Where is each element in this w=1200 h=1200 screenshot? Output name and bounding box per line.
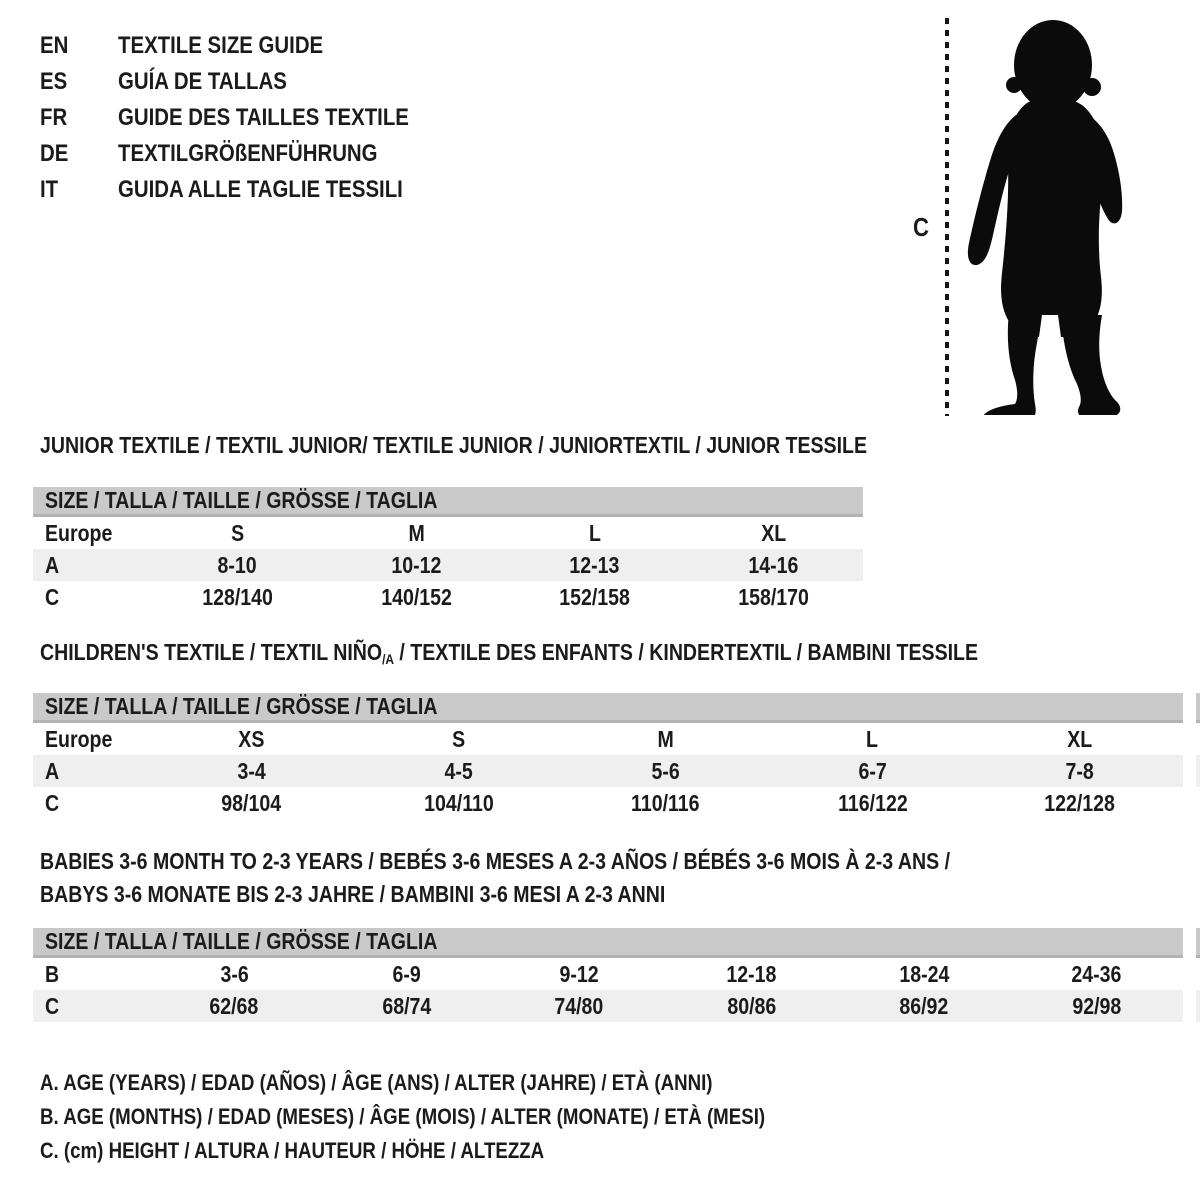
table-row: B 3-6 6-9 9-12 12-18 18-24 24-36 [45, 960, 1122, 987]
babies-size-header-bar: SIZE / TALLA / TAILLE / GRÖSSE / TAGLIA [33, 928, 1183, 958]
babies-size-table [33, 958, 1183, 1022]
language-title: TEXTILGRÖßENFÜHRUNG [118, 140, 378, 167]
language-code: EN [40, 32, 69, 59]
language-code: IT [40, 176, 59, 203]
junior-size-header-bar: SIZE / TALLA / TAILLE / GRÖSSE / TAGLIA [33, 487, 863, 517]
language-code: DE [40, 140, 69, 167]
footnotes [40, 1066, 893, 1168]
footnote-b: B. AGE (MONTHS) / EDAD (MESES) / ÂGE (MOIS) / ALTER (MONATE) / ETÀ (MESI) [40, 1104, 766, 1129]
toddler-silhouette-image [965, 15, 1140, 415]
babies-section-title: BABIES 3-6 MONTH TO 2-3 YEARS / BEBÉS 3-6 MESES A 2-3 AÑOS / BÉBÉS 3-6 MOIS À 2-3 ANS / BABYS 3-6 MONATE BIS 2-3 JAHRE / BAMBINI 3-6 MESI A 2-3 ANNI [40, 848, 951, 907]
height-dashed-line [945, 18, 949, 416]
table-row: C 128/140 140/152 152/158 158/170 [45, 583, 809, 610]
language-code: ES [40, 68, 68, 95]
junior-section-title: JUNIOR TEXTILE / TEXTIL JUNIOR/ TEXTILE JUNIOR / JUNIORTEXTIL / JUNIOR TESSILE [40, 432, 868, 458]
footnote-c: C. (cm) HEIGHT / ALTURA / HAUTEUR / HÖHE / ALTEZZA [40, 1138, 545, 1163]
footnote-a: A. AGE (YEARS) / EDAD (AÑOS) / ÂGE (ANS) / ALTER (JAHRE) / ETÀ (ANNI) [40, 1070, 713, 1095]
language-title: GUIDA ALLE TAGLIE TESSILI [118, 176, 403, 203]
table-edge-sliver [1196, 755, 1200, 787]
language-title: GUÍA DE TALLAS [118, 68, 287, 95]
table-edge-sliver [1196, 928, 1200, 958]
children-size-header-bar: SIZE / TALLA / TAILLE / GRÖSSE / TAGLIA [33, 693, 1183, 723]
junior-size-table [33, 517, 863, 613]
language-row-it [40, 172, 460, 208]
table-row: Europe S M L XL [45, 519, 787, 546]
language-row-fr [40, 100, 460, 136]
language-title: TEXTILE SIZE GUIDE [118, 32, 324, 59]
language-row-en [40, 28, 460, 64]
language-row-de [40, 136, 460, 172]
language-title-list [40, 28, 460, 208]
table-row: A 3-4 4-5 5-6 6-7 7-8 [33, 755, 1183, 787]
table-row: Europe XS S M L XL [45, 725, 1092, 752]
table-edge-sliver [1196, 693, 1200, 723]
language-code: FR [40, 104, 68, 131]
table-row: A 8-10 10-12 12-13 14-16 [33, 549, 863, 581]
height-measure-label: C [913, 212, 929, 242]
table-edge-sliver [1196, 990, 1200, 1022]
children-section-title: CHILDREN'S TEXTILE / TEXTIL $NIÑO_{/A}$ / TEXTILE DES ENFANTS / KINDERTEXTIL / BAMBINI TESSILE [40, 639, 979, 667]
table-row: C 62/68 68/74 74/80 80/86 86/92 92/98 [33, 990, 1183, 1022]
children-size-table [33, 723, 1183, 819]
table-row: C 98/104 104/110 110/116 116/122 122/128 [45, 789, 1115, 816]
language-row-es [40, 64, 460, 100]
language-title: GUIDE DES TAILLES TEXTILE [118, 104, 409, 131]
